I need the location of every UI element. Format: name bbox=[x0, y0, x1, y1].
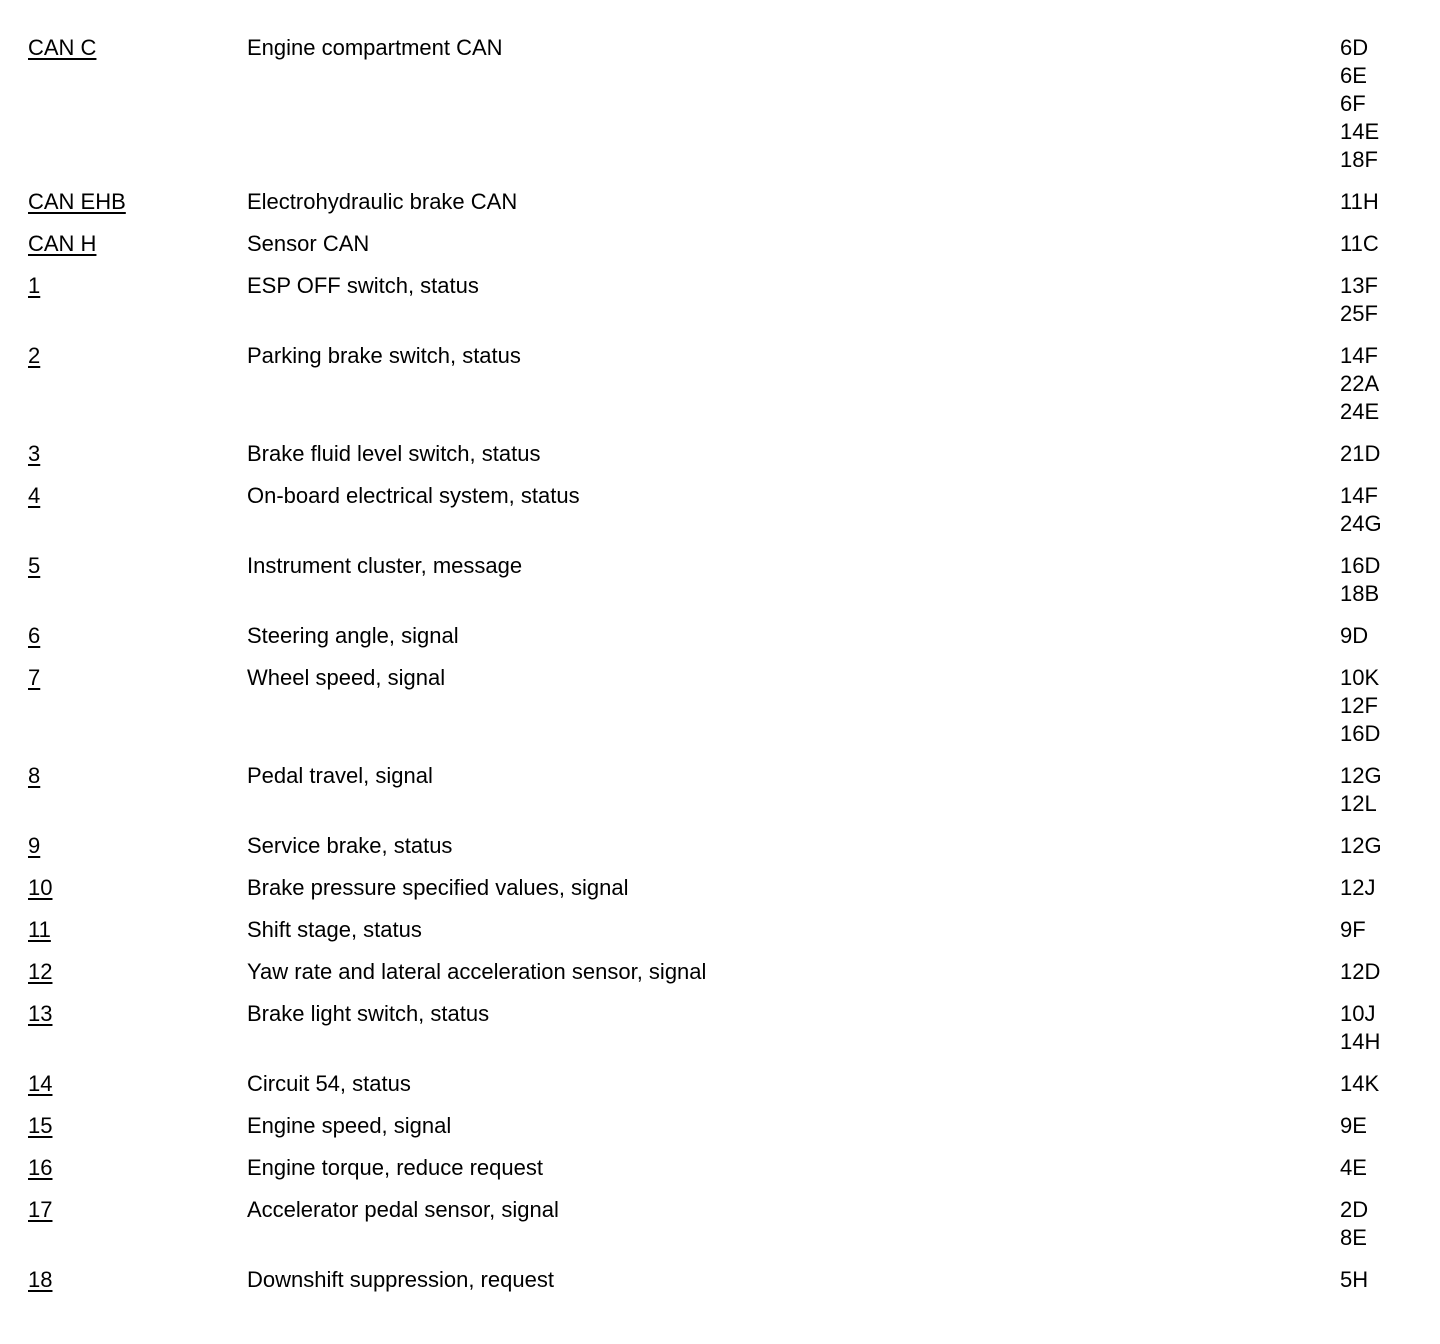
grid-reference: 11C bbox=[1340, 231, 1379, 256]
legend-row bbox=[28, 230, 1418, 258]
grid-reference: 6D bbox=[1340, 35, 1369, 60]
grid-reference-list bbox=[1340, 342, 1418, 426]
grid-reference: 12G bbox=[1340, 833, 1382, 858]
grid-reference: 12F bbox=[1340, 693, 1378, 718]
grid-reference-list bbox=[1340, 34, 1418, 174]
legend-row bbox=[28, 482, 1418, 538]
grid-reference-list bbox=[1340, 958, 1418, 986]
signal-code-link[interactable]: 4 bbox=[28, 483, 41, 508]
grid-reference: 14H bbox=[1340, 1029, 1381, 1054]
signal-code-link[interactable]: 15 bbox=[28, 1113, 53, 1138]
grid-reference: 16D bbox=[1340, 721, 1381, 746]
grid-reference-list bbox=[1340, 1070, 1418, 1098]
grid-reference: 10K bbox=[1340, 665, 1380, 690]
legend-row bbox=[28, 1112, 1418, 1140]
grid-reference: 21D bbox=[1340, 441, 1381, 466]
legend-row bbox=[28, 762, 1418, 818]
grid-reference: 14K bbox=[1340, 1071, 1380, 1096]
signal-description: Accelerator pedal sensor, signal bbox=[247, 1197, 559, 1222]
signal-description: Downshift suppression, request bbox=[247, 1267, 554, 1292]
legend-row bbox=[28, 664, 1418, 748]
grid-reference: 18B bbox=[1340, 581, 1380, 606]
legend-row bbox=[28, 1196, 1418, 1252]
grid-reference-list bbox=[1340, 1000, 1418, 1056]
signal-description: Engine torque, reduce request bbox=[247, 1155, 543, 1180]
signal-code-link[interactable]: 14 bbox=[28, 1071, 53, 1096]
signal-description: Electrohydraulic brake CAN bbox=[247, 189, 518, 214]
grid-reference: 12D bbox=[1340, 959, 1381, 984]
signal-description: Instrument cluster, message bbox=[247, 553, 523, 578]
signal-code-link[interactable]: 18 bbox=[28, 1267, 53, 1292]
grid-reference: 12G bbox=[1340, 763, 1382, 788]
signal-code-link[interactable]: 17 bbox=[28, 1197, 53, 1222]
grid-reference-list bbox=[1340, 916, 1418, 944]
grid-reference: 14E bbox=[1340, 119, 1380, 144]
grid-reference-list bbox=[1340, 1112, 1418, 1140]
signal-code-link[interactable]: 6 bbox=[28, 623, 41, 648]
legend-row bbox=[28, 188, 1418, 216]
signal-description: On-board electrical system, status bbox=[247, 483, 580, 508]
grid-reference-list bbox=[1340, 1154, 1418, 1182]
grid-reference: 14F bbox=[1340, 343, 1378, 368]
signal-code-link[interactable]: 12 bbox=[28, 959, 53, 984]
signal-code-link[interactable]: 10 bbox=[28, 875, 53, 900]
grid-reference-list bbox=[1340, 832, 1418, 860]
signal-code-link[interactable]: 13 bbox=[28, 1001, 53, 1026]
legend-row bbox=[28, 1154, 1418, 1182]
signal-description: Circuit 54, status bbox=[247, 1071, 411, 1096]
grid-reference: 22A bbox=[1340, 371, 1380, 396]
signal-description: Yaw rate and lateral acceleration sensor, signal bbox=[247, 959, 707, 984]
grid-reference-list bbox=[1340, 230, 1418, 258]
signal-code-link[interactable]: 1 bbox=[28, 273, 41, 298]
grid-reference: 9D bbox=[1340, 623, 1369, 648]
grid-reference-list bbox=[1340, 552, 1418, 608]
grid-reference: 8E bbox=[1340, 1225, 1367, 1250]
grid-reference-list bbox=[1340, 762, 1418, 818]
signal-description: Shift stage, status bbox=[247, 917, 422, 942]
legend-row bbox=[28, 272, 1418, 328]
grid-reference-list bbox=[1340, 482, 1418, 538]
signal-code-link[interactable]: CAN EHB bbox=[28, 189, 126, 214]
signal-legend-list bbox=[28, 34, 1418, 1308]
signal-code-link[interactable]: 3 bbox=[28, 441, 41, 466]
grid-reference: 13F bbox=[1340, 273, 1378, 298]
legend-row bbox=[28, 552, 1418, 608]
grid-reference: 5H bbox=[1340, 1267, 1369, 1292]
grid-reference-list bbox=[1340, 1266, 1418, 1294]
legend-row bbox=[28, 958, 1418, 986]
signal-code-link[interactable]: CAN C bbox=[28, 35, 97, 60]
grid-reference: 12L bbox=[1340, 791, 1377, 816]
legend-row bbox=[28, 622, 1418, 650]
grid-reference-list bbox=[1340, 664, 1418, 748]
grid-reference: 9F bbox=[1340, 917, 1366, 942]
grid-reference-list bbox=[1340, 188, 1418, 216]
grid-reference: 6E bbox=[1340, 63, 1367, 88]
grid-reference: 14F bbox=[1340, 483, 1378, 508]
grid-reference-list bbox=[1340, 874, 1418, 902]
signal-description: Brake light switch, status bbox=[247, 1001, 490, 1026]
signal-description: Wheel speed, signal bbox=[247, 665, 446, 690]
signal-description: Pedal travel, signal bbox=[247, 763, 433, 788]
legend-row bbox=[28, 1070, 1418, 1098]
signal-description: Service brake, status bbox=[247, 833, 453, 858]
grid-reference: 12J bbox=[1340, 875, 1376, 900]
grid-reference: 24E bbox=[1340, 399, 1380, 424]
grid-reference: 24G bbox=[1340, 511, 1382, 536]
signal-description: ESP OFF switch, status bbox=[247, 273, 479, 298]
signal-description: Brake pressure specified values, signal bbox=[247, 875, 629, 900]
legend-row bbox=[28, 916, 1418, 944]
grid-reference: 6F bbox=[1340, 91, 1366, 116]
signal-code-link[interactable]: 16 bbox=[28, 1155, 53, 1180]
legend-row bbox=[28, 874, 1418, 902]
grid-reference-list bbox=[1340, 272, 1418, 328]
grid-reference: 4E bbox=[1340, 1155, 1367, 1180]
signal-description: Brake fluid level switch, status bbox=[247, 441, 541, 466]
grid-reference: 25F bbox=[1340, 301, 1378, 326]
signal-description: Steering angle, signal bbox=[247, 623, 459, 648]
grid-reference: 2D bbox=[1340, 1197, 1369, 1222]
signal-code-link[interactable]: 2 bbox=[28, 343, 41, 368]
signal-code-link[interactable]: 11 bbox=[28, 917, 51, 942]
signal-code-link[interactable]: 8 bbox=[28, 763, 41, 788]
signal-description: Engine speed, signal bbox=[247, 1113, 452, 1138]
legend-row bbox=[28, 832, 1418, 860]
grid-reference-list bbox=[1340, 440, 1418, 468]
grid-reference: 18F bbox=[1340, 147, 1378, 172]
grid-reference-list bbox=[1340, 622, 1418, 650]
signal-code-link[interactable]: 9 bbox=[28, 833, 41, 858]
legend-row bbox=[28, 342, 1418, 426]
grid-reference: 16D bbox=[1340, 553, 1381, 578]
legend-row bbox=[28, 34, 1418, 174]
signal-code-link[interactable]: CAN H bbox=[28, 231, 97, 256]
signal-code-link[interactable]: 5 bbox=[28, 553, 41, 578]
signal-code-link[interactable]: 7 bbox=[28, 665, 41, 690]
legend-row bbox=[28, 440, 1418, 468]
legend-row bbox=[28, 1000, 1418, 1056]
legend-row bbox=[28, 1266, 1418, 1294]
grid-reference: 9E bbox=[1340, 1113, 1367, 1138]
signal-description: Sensor CAN bbox=[247, 231, 370, 256]
signal-description: Engine compartment CAN bbox=[247, 35, 503, 60]
grid-reference-list bbox=[1340, 1196, 1418, 1252]
signal-description: Parking brake switch, status bbox=[247, 343, 521, 368]
grid-reference: 11H bbox=[1340, 189, 1379, 214]
grid-reference: 10J bbox=[1340, 1001, 1376, 1026]
